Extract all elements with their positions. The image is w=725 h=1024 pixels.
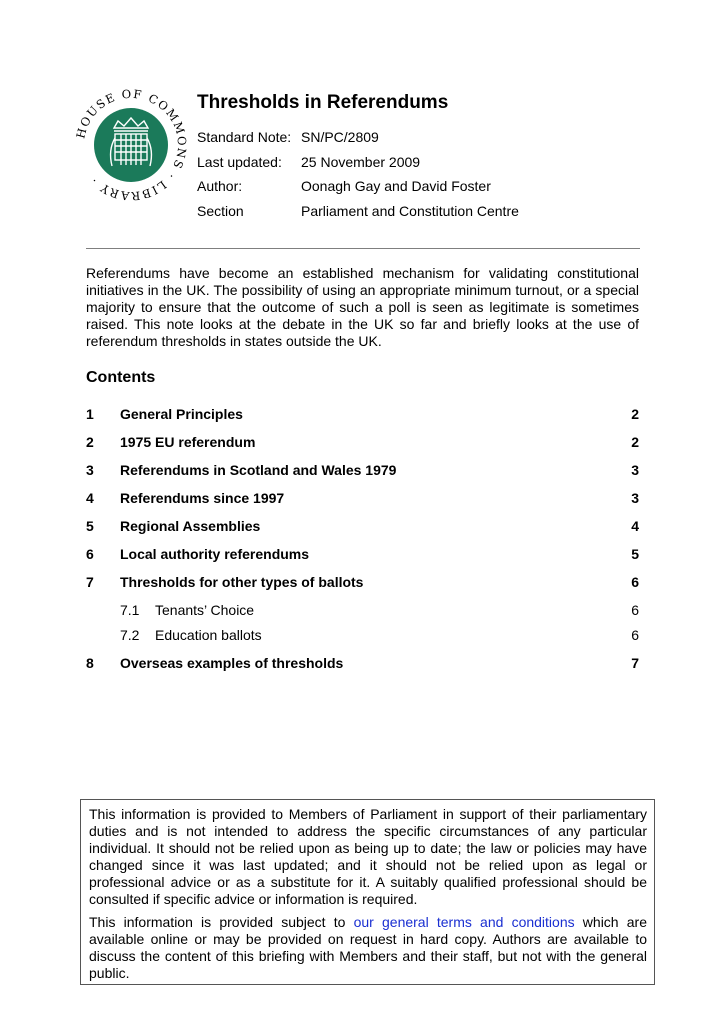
meta-label: Standard Note: (197, 129, 292, 145)
toc-number: 1 (86, 406, 94, 422)
toc-page-number: 6 (631, 574, 639, 590)
toc-page-number: 6 (631, 602, 639, 618)
toc-number: 7.2 (120, 627, 140, 643)
house-of-commons-library-logo (74, 88, 188, 202)
meta-value: 25 November 2009 (301, 153, 421, 170)
meta-label: Section (197, 202, 244, 219)
toc-entry[interactable] (86, 486, 639, 514)
toc-page-number: 2 (631, 434, 639, 450)
toc-title: Overseas examples of thresholds (120, 655, 344, 671)
toc-title: 1975 EU referendum (120, 434, 256, 450)
toc-page-number: 5 (631, 546, 639, 562)
toc-number: 6 (86, 546, 94, 562)
document-metadata (197, 127, 519, 225)
toc-number: 4 (86, 490, 94, 506)
toc-number: 7 (86, 574, 94, 590)
toc-title: Tenants’ Choice (155, 602, 255, 618)
table-of-contents (86, 402, 639, 679)
meta-row-last-updated (197, 152, 519, 177)
toc-entry[interactable] (86, 402, 639, 430)
disclaimer-paragraph: This information is provided to Members of Parliament in support of their parliamentary duties and is not intended to address the specific circumstances of any particular individual. It should not be relied upon as being up to date; the law or policies may have changed since it was last updated; and it should not be relied upon as legal or professional advice or as a substitute for it. A suitably qualified professional should be consulted if specific advice or information is required. (89, 806, 647, 907)
toc-entry[interactable] (86, 651, 639, 679)
toc-entry[interactable] (86, 514, 639, 542)
terms-text-after: which are available online or may be provided on request in hard copy. Authors are available to discuss the content of this briefing with Members and their staff, but not with the general public. (89, 914, 647, 981)
document-title: Thresholds in Referendums (197, 92, 449, 113)
meta-value: SN/PC/2809 (301, 129, 379, 145)
toc-page-number: 4 (631, 518, 639, 534)
toc-subentry[interactable] (86, 598, 639, 623)
toc-page-number: 3 (631, 490, 639, 506)
disclaimer-terms-paragraph (89, 914, 647, 982)
toc-number: 7.1 (120, 602, 140, 618)
toc-title: General Principles (120, 406, 243, 422)
toc-title: Referendums since 1997 (120, 490, 285, 506)
meta-row-author (197, 176, 519, 201)
toc-page-number: 6 (631, 627, 639, 643)
svg-text:HOUSE OF COMMONS · LIBRARY ·: HOUSE OF COMMONS · LIBRARY · (74, 88, 188, 202)
meta-row-section (197, 201, 519, 226)
toc-title: Referendums in Scotland and Wales 1979 (120, 462, 397, 478)
terms-and-conditions-link[interactable]: our general terms and conditions (353, 914, 575, 930)
toc-page-number: 2 (631, 406, 639, 422)
meta-label: Author: (197, 178, 243, 194)
toc-entry[interactable] (86, 458, 639, 486)
horizontal-divider (86, 248, 640, 249)
toc-title: Education ballots (155, 627, 262, 643)
toc-title: Local authority referendums (120, 546, 310, 562)
meta-value: Oonagh Gay and David Foster (301, 178, 491, 194)
disclaimer-box (80, 799, 655, 985)
toc-entry[interactable] (86, 430, 639, 458)
toc-number: 8 (86, 655, 94, 671)
toc-title: Regional Assemblies (120, 518, 261, 534)
meta-label: Last updated: (197, 153, 282, 170)
contents-heading: Contents (86, 369, 156, 386)
meta-value: Parliament and Constitution Centre (301, 202, 519, 219)
terms-text-before: This information is provided subject to (89, 914, 354, 930)
meta-row-standard-note (197, 127, 519, 152)
toc-entry[interactable] (86, 570, 639, 598)
toc-number: 5 (86, 518, 94, 534)
toc-page-number: 7 (631, 655, 639, 671)
abstract-paragraph: Referendums have become an established mechanism for validating constitutional initiatives in the UK. The possibility of using an appropriate minimum turnout, or a special majority to ensure that the outcome of such a poll is seen as legitimate is sometimes raised. This note looks at the debate in the UK so far and briefly looks at the use of referendum thresholds in states outside the UK. (86, 265, 639, 349)
toc-subentry[interactable] (86, 623, 639, 651)
toc-number: 3 (86, 462, 94, 478)
toc-entry[interactable] (86, 542, 639, 570)
toc-title: Thresholds for other types of ballots (120, 574, 364, 590)
toc-number: 2 (86, 434, 94, 450)
toc-page-number: 3 (631, 462, 639, 478)
